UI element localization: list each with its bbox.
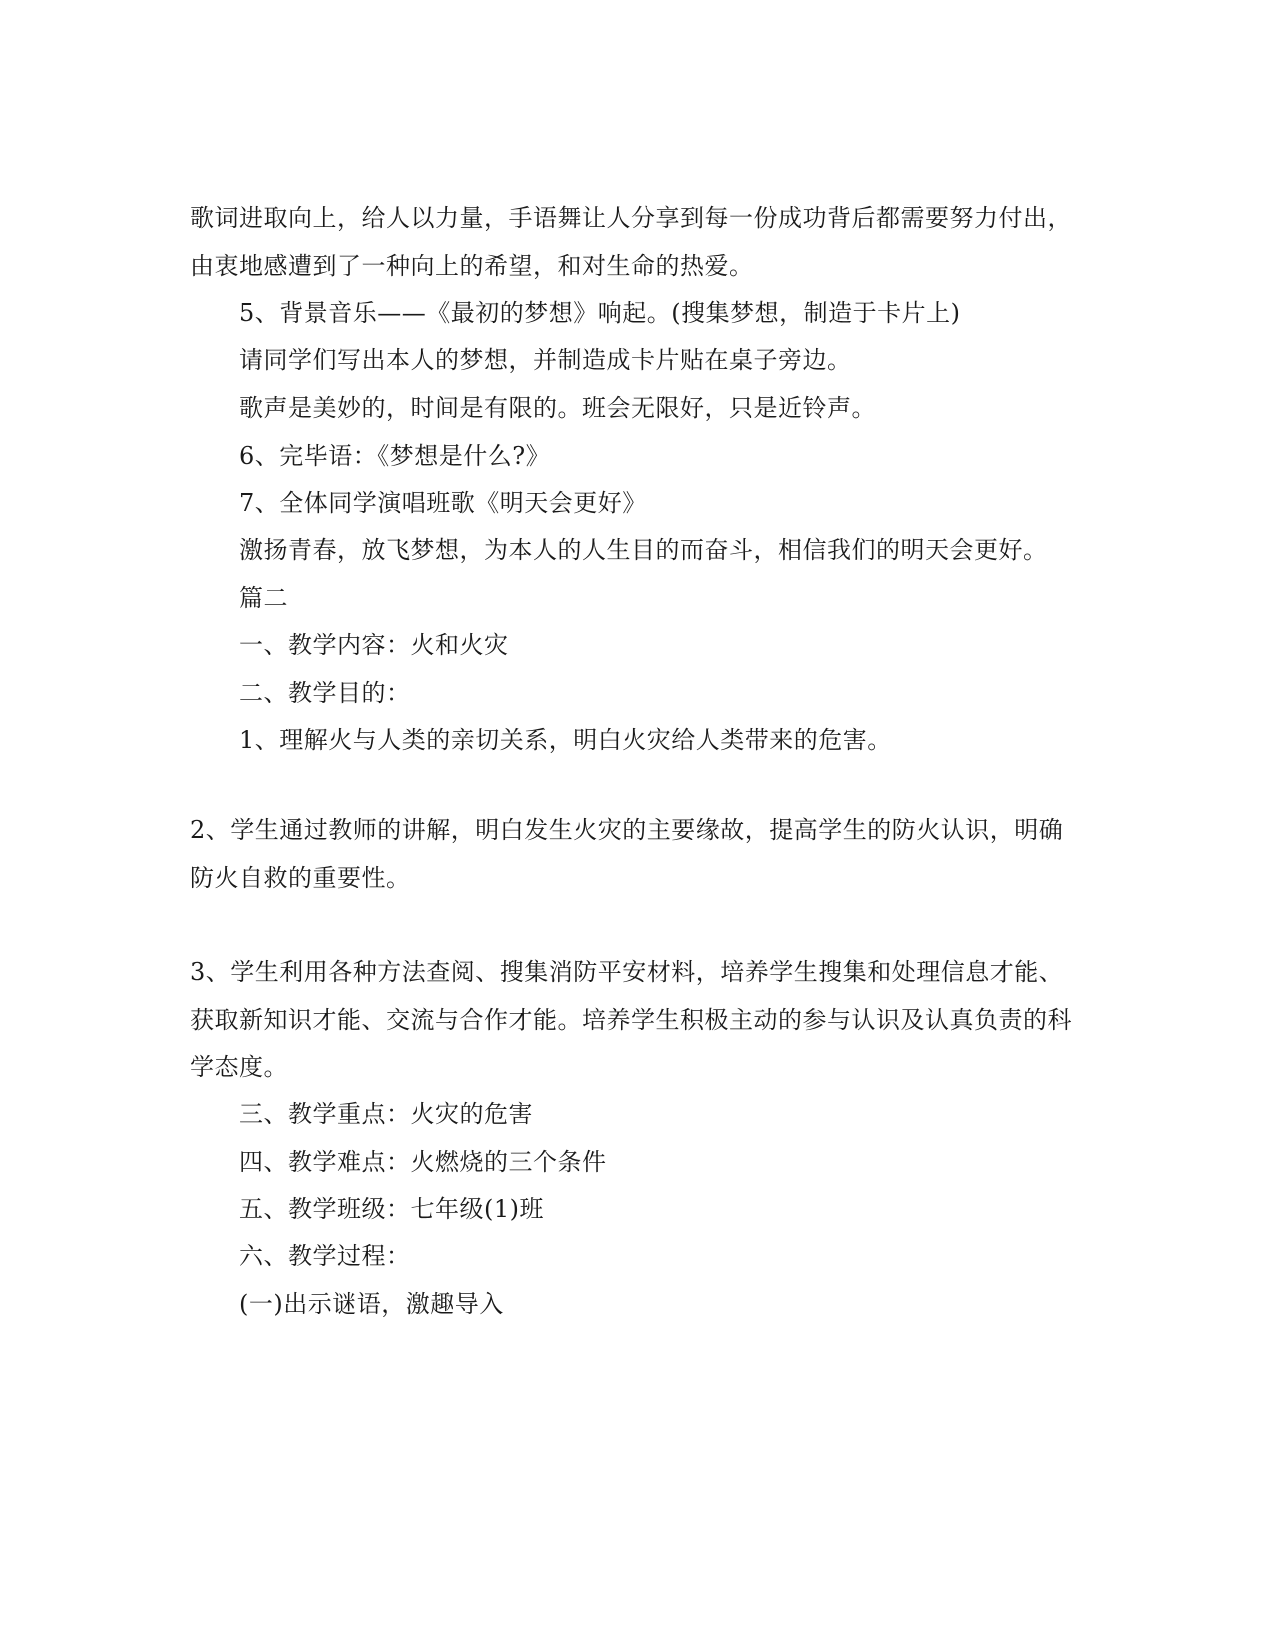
paragraph-line: 五、教学班级：七年级(1)班 — [239, 1195, 544, 1223]
paragraph-line: 四、教学难点：火燃烧的三个条件 — [239, 1148, 607, 1176]
paragraph-line: 获取新知识才能、交流与合作才能。培养学生积极主动的参与认识及认真负责的科 — [190, 1006, 1072, 1034]
paragraph-line: 歌词进取向上，给人以力量，手语舞让人分享到每一份成功背后都需要努力付出， — [190, 204, 1072, 232]
paragraph-line: 1、理解火与人类的亲切关系，明白火灾给人类带来的危害。 — [239, 726, 892, 754]
paragraph-line: 一、教学内容：火和火灾 — [239, 631, 509, 659]
paragraph-line: 六、教学过程： — [239, 1242, 411, 1270]
paragraph-line: 二、教学目的： — [239, 679, 411, 707]
paragraph-line: 2、学生通过教师的讲解，明白发生火灾的主要缘故，提高学生的防火认识，明确 — [190, 816, 1064, 844]
paragraph-line: (一)出示谜语，激趣导入 — [239, 1290, 504, 1318]
paragraph-line: 3、学生利用各种方法查阅、搜集消防平安材料，培养学生搜集和处理信息才能、 — [190, 958, 1064, 986]
paragraph-line: 由衷地感遭到了一种向上的希望，和对生命的热爱。 — [190, 252, 754, 280]
paragraph-line: 5、背景音乐——《最初的梦想》响起。(搜集梦想，制造于卡片上) — [239, 299, 961, 327]
paragraph-line: 歌声是美妙的，时间是有限的。班会无限好，只是近铃声。 — [239, 394, 876, 422]
paragraph-line: 防火自救的重要性。 — [190, 864, 411, 892]
paragraph-line: 三、教学重点：火灾的危害 — [239, 1100, 533, 1128]
paragraph-line: 6、完毕语：《梦想是什么?》 — [239, 442, 551, 470]
paragraph-line: 学态度。 — [190, 1053, 288, 1081]
paragraph-line: 请同学们写出本人的梦想，并制造成卡片贴在桌子旁边。 — [239, 346, 852, 374]
paragraph-line: 激扬青春，放飞梦想，为本人的人生目的而奋斗，相信我们的明天会更好。 — [239, 536, 1048, 564]
section-heading: 篇二 — [239, 584, 288, 612]
paragraph-line: 7、全体同学演唱班歌《明天会更好》 — [239, 489, 647, 517]
